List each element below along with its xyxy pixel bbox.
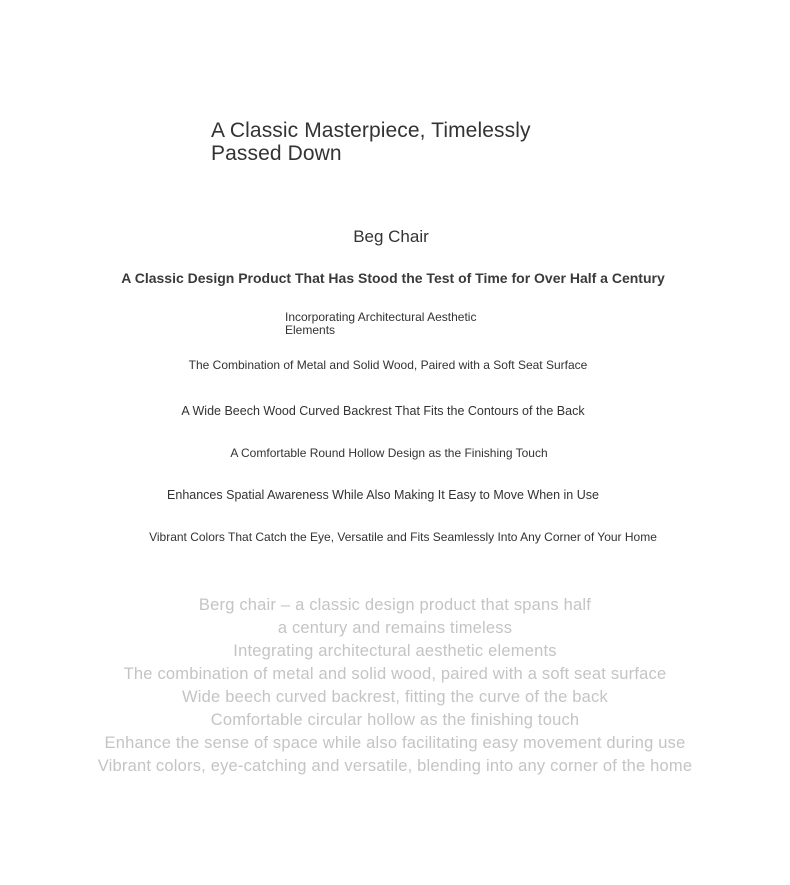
feature-architectural-line-2: Elements [285, 323, 336, 337]
product-tagline: A Classic Design Product That Has Stood the Test of Time for Over Half a Century [121, 270, 665, 286]
summary-line: Wide beech curved backrest, fitting the curve of the back [182, 688, 608, 706]
feature-vibrant-colors: Vibrant Colors That Catch the Eye, Versatile and Fits Seamlessly Into Any Corner of Your Home [149, 530, 657, 544]
feature-architectural [285, 311, 505, 337]
summary-line: Enhance the sense of space while also facilitating easy movement during use [104, 734, 686, 752]
summary-line: Integrating architectural aesthetic elements [233, 642, 557, 660]
product-name: Beg Chair [353, 227, 429, 246]
summary-line: a century and remains timeless [277, 619, 513, 637]
feature-round-hollow: A Comfortable Round Hollow Design as the Finishing Touch [230, 446, 548, 460]
summary-line: The combination of metal and solid wood, paired with a soft seat surface [123, 665, 667, 683]
feature-metal-wood: The Combination of Metal and Solid Wood, Paired with a Soft Seat Surface [188, 358, 588, 372]
summary-line: Berg chair – a classic design product that spans half [198, 596, 592, 614]
feature-architectural-line-1: Incorporating Architectural Aesthetic [285, 310, 477, 324]
page-title [211, 119, 571, 165]
page-title-line-2: Passed Down [211, 142, 342, 165]
summary-line: Vibrant colors, eye-catching and versatile, blending into any corner of the home [97, 757, 693, 775]
feature-spatial-awareness: Enhances Spatial Awareness While Also Making It Easy to Move When in Use [167, 488, 599, 502]
summary-line: Comfortable circular hollow as the finishing touch [210, 711, 580, 729]
feature-beech-backrest: A Wide Beech Wood Curved Backrest That Fits the Contours of the Back [181, 404, 585, 418]
summary-text [0, 594, 790, 778]
page-title-line-1: A Classic Masterpiece, Timelessly [211, 119, 531, 142]
